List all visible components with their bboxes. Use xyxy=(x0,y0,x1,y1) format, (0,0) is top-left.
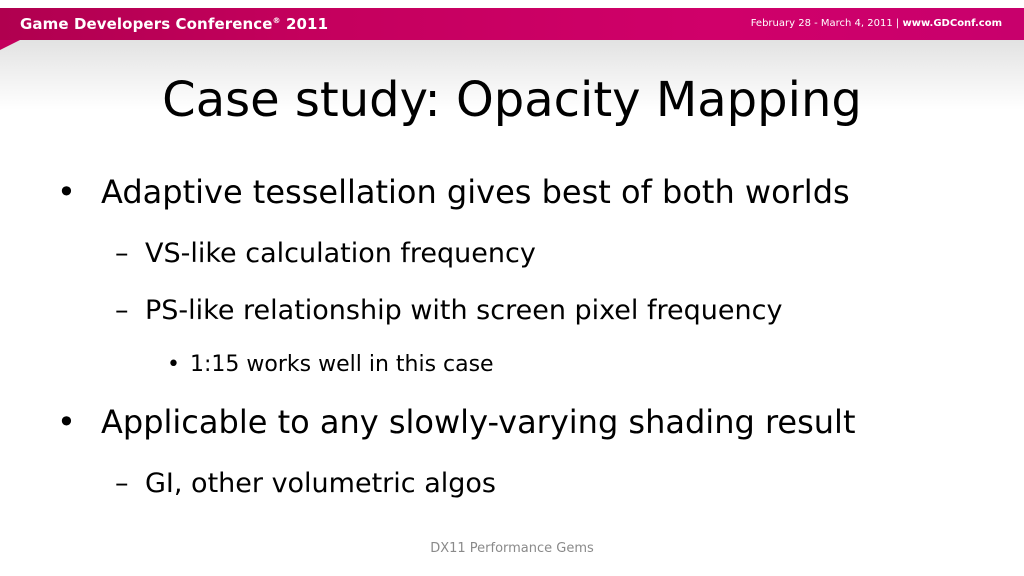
sub-bullet-text: PS-like relationship with screen pixel frequency xyxy=(145,295,783,326)
banner-separator: | xyxy=(892,18,903,29)
conference-banner xyxy=(0,8,1024,40)
sub-bullet-text: GI, other volumetric algos xyxy=(145,468,496,499)
sub-sub-bullet-text: 1:15 works well in this case xyxy=(190,352,494,377)
slide-title: Case study: Opacity Mapping xyxy=(162,72,862,128)
conference-info xyxy=(751,18,1002,29)
conference-url[interactable]: www.GDConf.com xyxy=(902,18,1002,29)
bullet-marker: • xyxy=(57,403,76,441)
bullet-item xyxy=(57,402,856,442)
sub-bullet-item xyxy=(115,236,536,272)
conference-name: Game Developers Conference® 2011 xyxy=(20,15,329,33)
sub-bullet-marker: – xyxy=(115,295,129,326)
sub-bullet-item xyxy=(115,466,496,502)
top-strip xyxy=(0,0,1024,8)
sub-sub-bullet-marker: • xyxy=(167,352,180,377)
bullet-marker: • xyxy=(57,173,76,211)
sub-sub-bullet-item xyxy=(167,350,494,380)
bullet-text: Applicable to any slowly-varying shading result xyxy=(101,403,856,441)
sub-bullet-text: VS-like calculation frequency xyxy=(145,238,536,269)
bullet-text: Adaptive tessellation gives best of both worlds xyxy=(101,173,850,211)
conference-dates: February 28 - March 4, 2011 xyxy=(750,18,893,29)
sub-bullet-marker: – xyxy=(115,238,129,269)
sub-bullet-marker: – xyxy=(115,468,129,499)
bullet-item xyxy=(57,172,850,212)
slide-footer: DX11 Performance Gems xyxy=(430,541,594,556)
registered-mark: ® xyxy=(272,16,281,25)
sub-bullet-item xyxy=(115,293,783,329)
